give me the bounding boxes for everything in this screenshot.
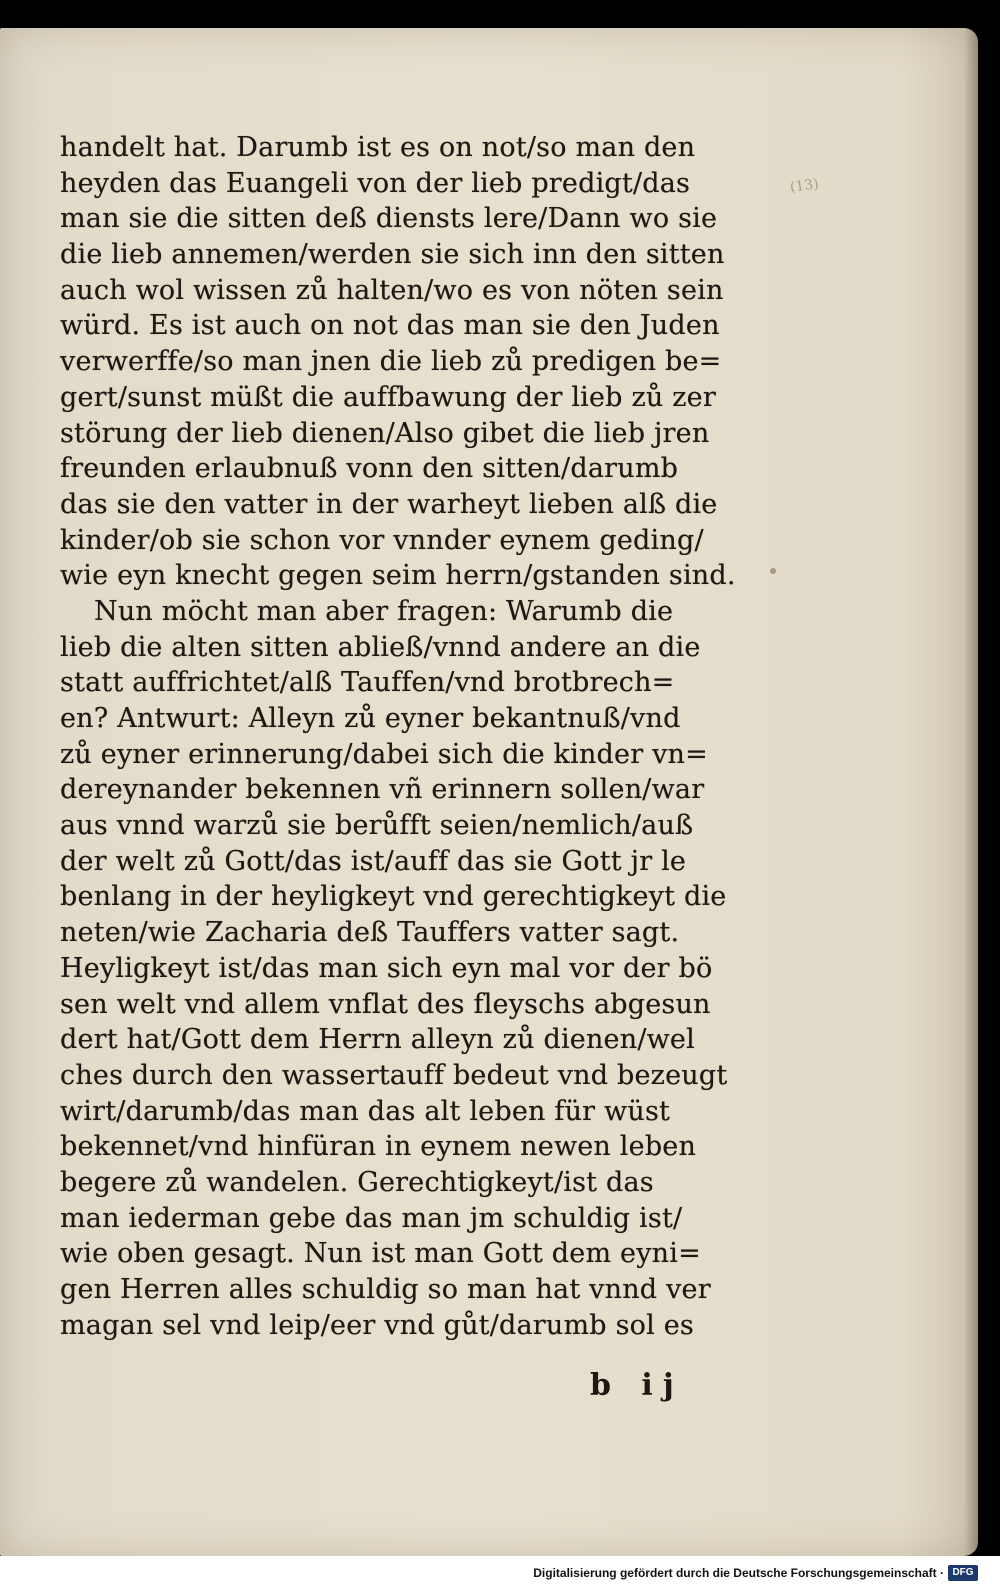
book-page <box>0 28 978 1556</box>
dfg-logo: DFG <box>948 1565 978 1581</box>
text-line: der welt zů Gott/das ist/auff das sie Gott jr le <box>60 845 687 877</box>
funding-credit: Digitalisierung gefördert durch die Deutsche Forschungsgemeinschaft · <box>533 1566 944 1580</box>
text-line: gert/sunst müßt die auffbawung der lieb zů zer <box>60 381 716 413</box>
ink-stain <box>770 568 776 574</box>
text-block <box>60 130 760 1343</box>
signature-mark: b ij <box>590 1368 684 1403</box>
text-line: wirt/darumb/das man das alt leben für wüst <box>60 1095 671 1127</box>
text-line: zů eyner erinnerung/dabei sich die kinder vn= <box>60 738 708 770</box>
text-line: dert hat/Gott dem Herrn alleyn zů dienen/wel <box>60 1024 695 1056</box>
text-line: störung der lieb dienen/Also gibet die lieb jren <box>60 417 710 449</box>
margin-note: (13) <box>789 176 820 196</box>
text-line: handelt hat. Darumb ist es on not/so man den <box>60 132 696 163</box>
text-line: Heyligkeyt ist/das man sich eyn mal vor der bö <box>60 952 713 984</box>
text-line: wie oben gesagt. Nun ist man Gott dem eyni= <box>60 1238 701 1270</box>
page-edge-shadow <box>964 28 978 1556</box>
text-line: das sie den vatter in der warheyt lieben alß die <box>60 488 718 520</box>
text-line: dereynander bekennen vñ erinnern sollen/war <box>60 774 705 806</box>
text-line: kinder/ob sie schon vor vnnder eynem geding/ <box>60 524 704 556</box>
text-line: freunden erlaubnuß vonn den sitten/darumb <box>60 453 679 485</box>
text-line: man iederman gebe das man jm schuldig ist/ <box>60 1202 683 1234</box>
text-line: benlang in der heyligkeyt vnd gerechtigkeyt die <box>60 881 727 913</box>
text-line: aus vnnd warzů sie berůfft seien/nemlich/auß <box>60 810 694 842</box>
text-line: lieb die alten sitten abließ/vnnd andere an die <box>60 631 701 663</box>
text-line: magan sel vnd leip/eer vnd gůt/darumb sol es <box>60 1309 694 1341</box>
text-line: ches durch den wassertauff bedeut vnd bezeugt <box>60 1059 728 1091</box>
text-line: auch wol wissen zů halten/wo es von nöten sein <box>60 274 724 306</box>
text-line: man sie die sitten deß diensts lere/Dann wo sie <box>60 203 718 235</box>
text-line: würd. Es ist auch on not das man sie den Juden <box>60 310 720 342</box>
text-line: en? Antwurt: Alleyn zů eyner bekantnuß/vnd <box>60 703 681 734</box>
footer-bar <box>0 1556 1000 1592</box>
text-line: gen Herren alles schuldig so man hat vnnd ver <box>60 1274 711 1305</box>
text-line: die lieb annemen/werden sie sich inn den sitten <box>60 239 725 271</box>
text-line: statt auffrichtet/alß Tauffen/vnd brotbrech= <box>60 667 675 699</box>
text-line: bekennet/vnd hinfüran in eynem newen leben <box>60 1131 697 1163</box>
text-line: sen welt vnd allem vnflat des fleyschs abgesun <box>60 988 711 1020</box>
text-line: begere zů wandelen. Gerechtigkeyt/ist das <box>60 1166 654 1198</box>
text-line: neten/wie Zacharia deß Tauffers vatter sagt. <box>60 917 680 949</box>
text-line: heyden das Euangeli von der lieb predigt/das <box>60 167 691 199</box>
text-line: wie eyn knecht gegen seim herrn/gstanden sind. <box>60 560 736 592</box>
text-line: Nun möcht man aber fragen: Warumb die <box>94 595 674 627</box>
text-line: verwerffe/so man jnen die lieb zů predigen be= <box>60 346 722 378</box>
